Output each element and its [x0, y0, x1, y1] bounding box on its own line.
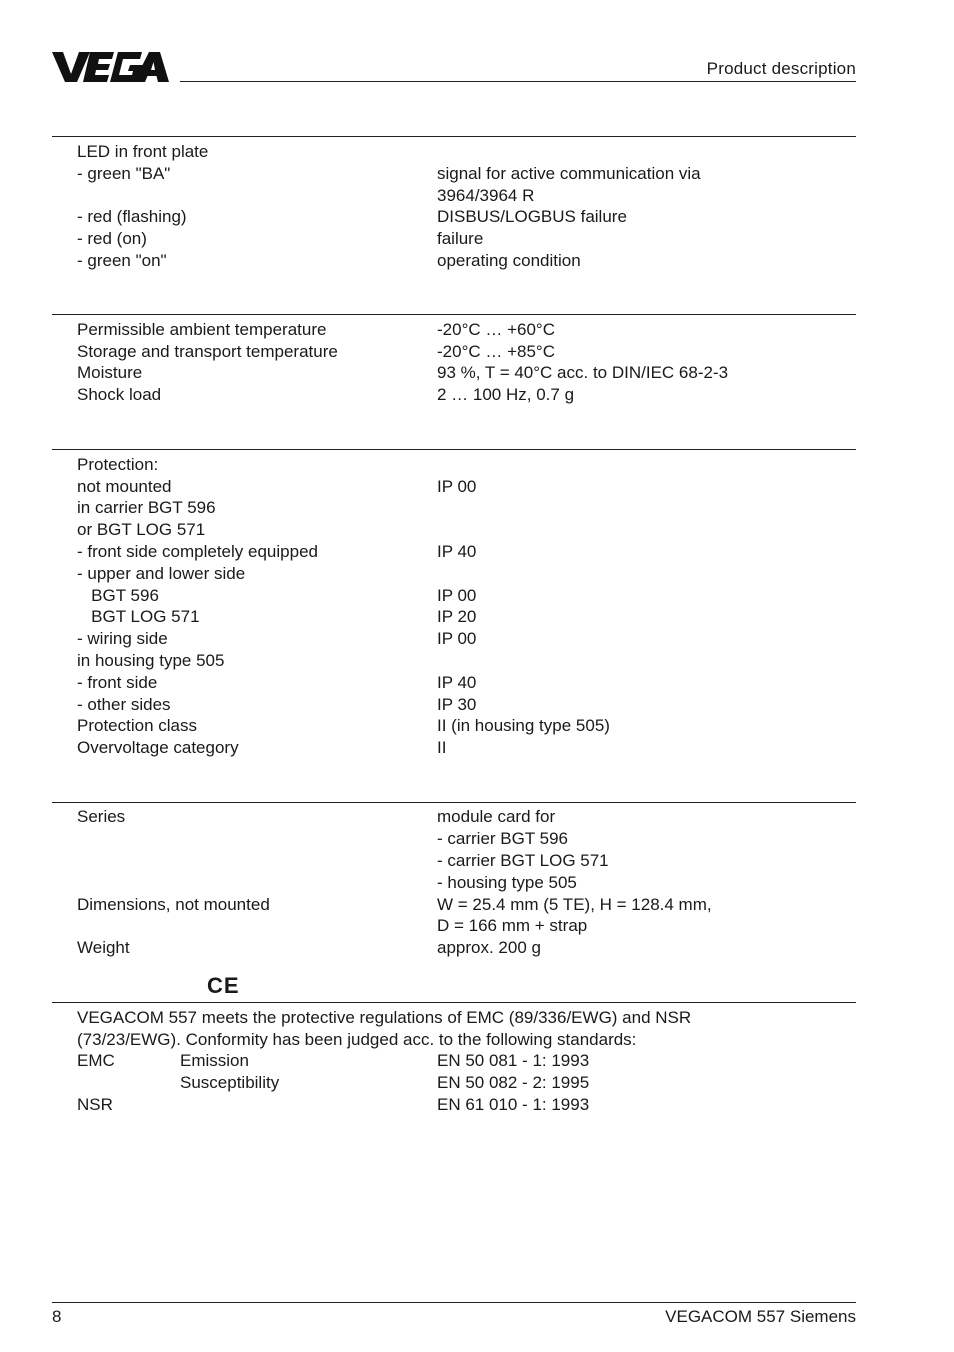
ambient-label: Moisture: [77, 363, 143, 382]
led-label: - green "BA": [77, 164, 171, 183]
standard-value: EN 50 081 - 1: 1993: [437, 1051, 590, 1070]
mechanical-row: [0, 806, 954, 828]
led-title: LED in front plate: [77, 142, 209, 161]
protection-row: [0, 541, 954, 563]
mechanical-row: [0, 937, 954, 959]
led-row: [0, 206, 954, 228]
dimensions-label: Dimensions, not mounted: [77, 895, 270, 914]
protection-row: [0, 606, 954, 628]
protection-row: [0, 650, 954, 672]
footer-rule: [52, 1302, 856, 1303]
standard-group: EMC: [77, 1051, 115, 1070]
ambient-row: [0, 384, 954, 406]
protection-label: Overvoltage category: [77, 738, 239, 757]
weight-label: Weight: [77, 938, 130, 957]
protection-label: - front side: [77, 673, 158, 692]
series-value: module card for: [437, 807, 556, 826]
protection-value: II: [437, 738, 447, 757]
mechanical-row: [0, 850, 954, 872]
vega-logo: [52, 50, 170, 84]
series-value: - carrier BGT 596: [437, 829, 569, 848]
ambient-value: -20°C … +60°C: [437, 320, 556, 339]
standard-row: [0, 1094, 954, 1116]
protection-row: [0, 497, 954, 519]
protection-value: IP 40: [437, 673, 477, 692]
ambient-label: Storage and transport temperature: [77, 342, 338, 361]
standard-group: NSR: [77, 1095, 113, 1114]
series-value: - housing type 505: [437, 873, 577, 892]
section-rule: [52, 136, 856, 137]
ce-mark: CE: [207, 973, 240, 998]
header-section-title: Product description: [706, 59, 856, 78]
mechanical-row: [0, 915, 954, 937]
protection-label: in carrier BGT 596: [77, 498, 216, 517]
protection-row: [0, 585, 954, 607]
led-value: signal for active communication via: [437, 164, 701, 183]
led-label: - red (on): [77, 229, 147, 248]
led-value: failure: [437, 229, 484, 248]
section-rule: [52, 314, 856, 315]
standard-sub: Emission: [180, 1051, 249, 1070]
protection-label: - wiring side: [77, 629, 168, 648]
mechanical-row: [0, 872, 954, 894]
protection-row: [0, 628, 954, 650]
protection-value: IP 40: [437, 542, 477, 561]
page-number: 8: [52, 1307, 62, 1326]
protection-row: [0, 694, 954, 716]
led-label: - green "on": [77, 251, 167, 270]
section-rule: [52, 802, 856, 803]
ce-text: (73/23/EWG). Conformity has been judged acc. to the following standards:: [77, 1030, 637, 1049]
ambient-row: [0, 341, 954, 363]
protection-value: IP 00: [437, 477, 477, 496]
led-row: [0, 250, 954, 272]
protection-label: in housing type 505: [77, 651, 225, 670]
protection-row: [0, 737, 954, 759]
ambient-value: 93 %, T = 40°C acc. to DIN/IEC 68-2-3: [437, 363, 729, 382]
standard-sub: Susceptibility: [180, 1073, 280, 1092]
protection-label: Protection:: [77, 455, 159, 474]
mechanical-row: [0, 828, 954, 850]
protection-value: II (in housing type 505): [437, 716, 610, 735]
protection-value: IP 00: [437, 586, 477, 605]
led-value: 3964/3964 R: [437, 186, 535, 205]
ambient-label: Permissible ambient temperature: [77, 320, 327, 339]
led-row: [0, 228, 954, 250]
protection-row: [0, 454, 954, 476]
series-label: Series: [77, 807, 126, 826]
protection-label: - upper and lower side: [77, 564, 246, 583]
protection-label: or BGT LOG 571: [77, 520, 206, 539]
protection-value: IP 20: [437, 607, 477, 626]
header-rule: [180, 81, 856, 82]
protection-label: BGT 596: [77, 586, 159, 605]
section-rule: [52, 1002, 856, 1003]
led-row: [0, 185, 954, 207]
ambient-value: 2 … 100 Hz, 0.7 g: [437, 385, 575, 404]
standard-value: EN 61 010 - 1: 1993: [437, 1095, 590, 1114]
led-title-row: [0, 141, 954, 163]
protection-label: Protection class: [77, 716, 197, 735]
mechanical-row: [0, 894, 954, 916]
protection-row: [0, 672, 954, 694]
protection-label: BGT LOG 571: [77, 607, 200, 626]
protection-label: - other sides: [77, 695, 171, 714]
standard-value: EN 50 082 - 2: 1995: [437, 1073, 590, 1092]
protection-value: IP 30: [437, 695, 477, 714]
ambient-label: Shock load: [77, 385, 162, 404]
protection-label: not mounted: [77, 477, 172, 496]
ambient-value: -20°C … +85°C: [437, 342, 556, 361]
section-rule: [52, 449, 856, 450]
standard-row: [0, 1072, 954, 1094]
footer-title: VEGACOM 557 Siemens: [665, 1307, 856, 1326]
led-label: - red (flashing): [77, 207, 187, 226]
protection-label: - front side completely equipped: [77, 542, 318, 561]
led-row: [0, 163, 954, 185]
protection-row: [0, 715, 954, 737]
standard-row: [0, 1050, 954, 1072]
led-value: DISBUS/LOGBUS failure: [437, 207, 627, 226]
ambient-row: [0, 362, 954, 384]
ce-text: VEGACOM 557 meets the protective regulations of EMC (89/336/EWG) and NSR: [77, 1008, 692, 1027]
protection-row: [0, 476, 954, 498]
led-value: operating condition: [437, 251, 581, 270]
weight-value: approx. 200 g: [437, 938, 541, 957]
series-value: - carrier BGT LOG 571: [437, 851, 609, 870]
dimensions-value: D = 166 mm + strap: [437, 916, 588, 935]
protection-row: [0, 519, 954, 541]
protection-row: [0, 563, 954, 585]
dimensions-value: W = 25.4 mm (5 TE), H = 128.4 mm,: [437, 895, 712, 914]
protection-value: IP 00: [437, 629, 477, 648]
ambient-row: [0, 319, 954, 341]
